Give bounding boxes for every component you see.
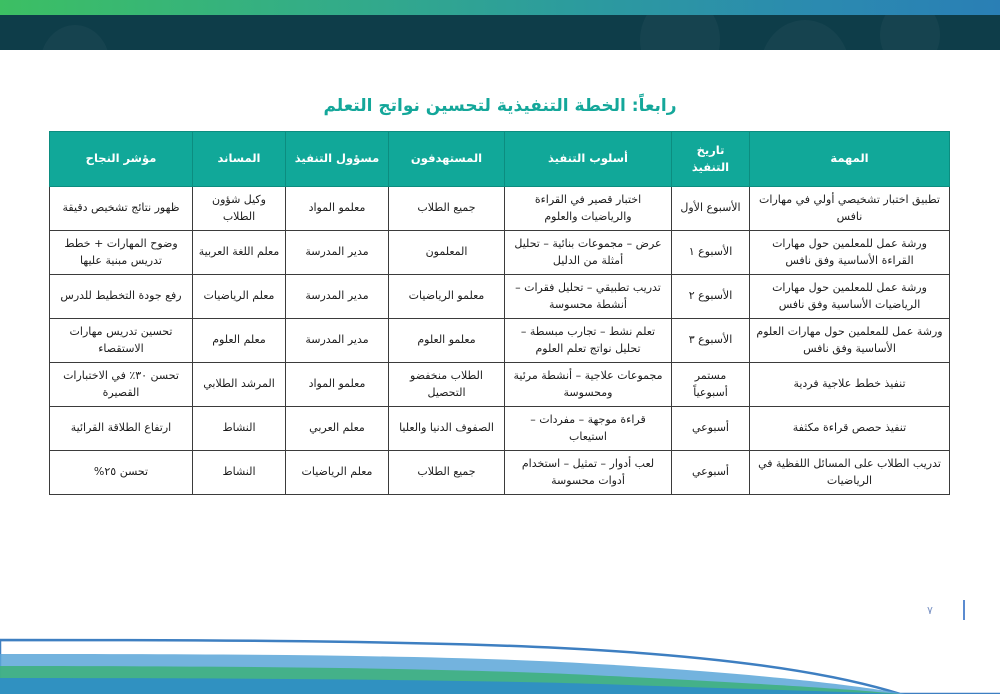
cell-indicator: تحسن ٣٠٪ في الاختبارات القصيرة [50,363,193,407]
header-decorative-blob [760,20,850,50]
cell-task: تطبيق اختبار تشخيصي أولي في مهارات نافس [750,187,950,231]
cell-task: تنفيذ حصص قراءة مكثفة [750,407,950,451]
cell-task: تنفيذ خطط علاجية فردية [750,363,950,407]
cell-indicator: وضوح المهارات + خطط تدريس مبنية عليها [50,231,193,275]
header-decorative-blob [640,15,720,50]
page-header [0,0,1000,50]
cell-target: معلمو الرياضيات [389,275,505,319]
table-header-row [50,132,950,187]
table-body [50,187,950,495]
table-row [50,231,950,275]
table-row [50,407,950,451]
cell-date: الأسبوع ٢ [672,275,750,319]
cell-support: معلم العلوم [193,319,286,363]
cell-indicator: تحسن ٢٥% [50,451,193,495]
header-dark-band [0,15,1000,50]
cell-task: ورشة عمل للمعلمين حول مهارات الرياضيات الأساسية وفق نافس [750,275,950,319]
header-decorative-blob [880,15,940,50]
cell-date: الأسبوع الأول [672,187,750,231]
page-title: رابعاً: الخطة التنفيذية لتحسين نواتج التعلم [323,96,677,116]
column-header-support: المساند [193,132,286,187]
plan-table-container [50,131,950,495]
cell-indicator: ظهور نتائج تشخيص دقيقة [50,187,193,231]
column-header-task: المهمة [750,132,950,187]
cell-date: الأسبوع ١ [672,231,750,275]
cell-indicator: تحسين تدريس مهارات الاستقصاء [50,319,193,363]
header-decorative-blob [40,25,110,50]
cell-support: معلم اللغة العربية [193,231,286,275]
column-header-target: المستهدفون [389,132,505,187]
cell-method: مجموعات علاجية – أنشطة مرئية ومحسوسة [505,363,672,407]
cell-owner: معلمو المواد [286,187,389,231]
cell-owner: مدير المدرسة [286,275,389,319]
cell-method: لعب أدوار – تمثيل – استخدام أدوات محسوسة [505,451,672,495]
cell-date: الأسبوع ٣ [672,319,750,363]
cell-target: الصفوف الدنيا والعليا [389,407,505,451]
cell-support: وكيل شؤون الطلاب [193,187,286,231]
cell-target: المعلمون [389,231,505,275]
cell-method: عرض – مجموعات بنائية – تحليل أمثلة من الدليل [505,231,672,275]
cell-date: أسبوعي [672,451,750,495]
cell-support: معلم الرياضيات [193,275,286,319]
cell-owner: معلمو المواد [286,363,389,407]
cell-method: قراءة موجهة – مفردات – استيعاب [505,407,672,451]
cell-indicator: ارتفاع الطلاقة القرائية [50,407,193,451]
cell-date: مستمر أسبوعياً [672,363,750,407]
column-header-date: تاريخ التنفيذ [672,132,750,187]
cell-support: النشاط [193,451,286,495]
cell-target: معلمو العلوم [389,319,505,363]
cell-method: تعلم نشط – تجارب مبسطة – تحليل نواتج تعلم العلوم [505,319,672,363]
cell-owner: مدير المدرسة [286,319,389,363]
cell-target: جميع الطلاب [389,451,505,495]
table-row [50,363,950,407]
cell-support: النشاط [193,407,286,451]
footer-wave-graphic [0,614,1000,694]
cell-method: اختبار قصير في القراءة والرياضيات والعلوم [505,187,672,231]
cell-task: تدريب الطلاب على المسائل اللفظية في الرياضيات [750,451,950,495]
cell-indicator: رفع جودة التخطيط للدرس [50,275,193,319]
cell-task: ورشة عمل للمعلمين حول مهارات العلوم الأساسية وفق نافس [750,319,950,363]
table-row [50,451,950,495]
cell-owner: معلم العربي [286,407,389,451]
cell-target: جميع الطلاب [389,187,505,231]
table-row [50,275,950,319]
header-gradient-strip [0,0,1000,15]
column-header-indicator: مؤشر النجاح [50,132,193,187]
table-row [50,187,950,231]
cell-owner: مدير المدرسة [286,231,389,275]
implementation-plan-table [49,131,950,495]
cell-target: الطلاب منخفضو التحصيل [389,363,505,407]
table-row [50,319,950,363]
cell-date: أسبوعي [672,407,750,451]
cell-task: ورشة عمل للمعلمين حول مهارات القراءة الأساسية وفق نافس [750,231,950,275]
column-header-owner: مسؤول التنفيذ [286,132,389,187]
page-number: ٧ [927,604,933,617]
column-header-method: أسلوب التنفيذ [505,132,672,187]
cell-method: تدريب تطبيقي – تحليل فقرات – أنشطة محسوسة [505,275,672,319]
footer-decoration [0,614,1000,694]
cell-support: المرشد الطلابي [193,363,286,407]
cell-owner: معلم الرياضيات [286,451,389,495]
